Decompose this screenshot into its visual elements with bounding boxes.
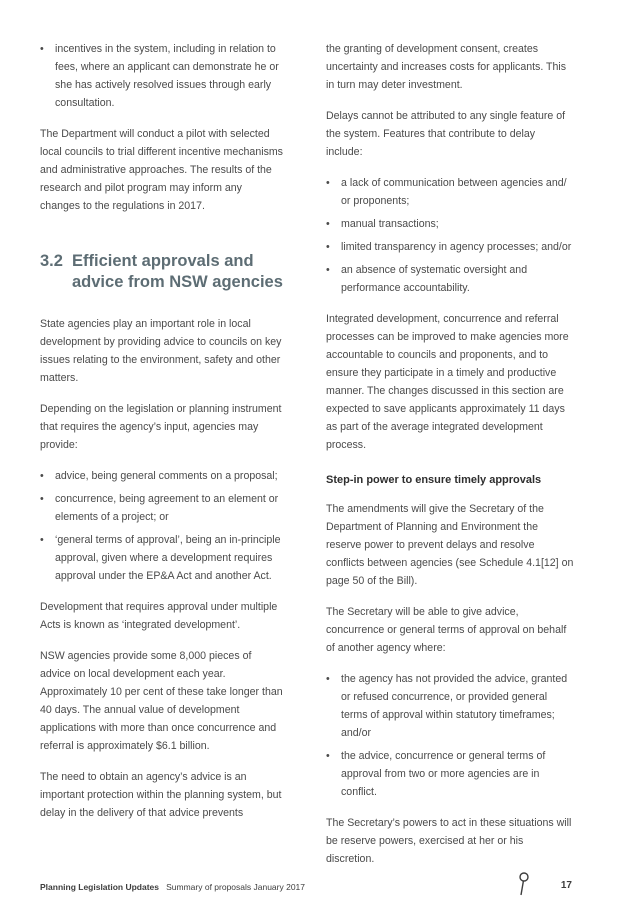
bullet-icon: • [326, 750, 330, 762]
list-item: • manual transactions; [326, 215, 574, 233]
bullet-list [40, 467, 284, 585]
list-item: • advice, being general comments on a proposal; [40, 467, 284, 485]
list-item: • an absence of systematic oversight and performance accountability. [326, 261, 574, 297]
bullet-icon: • [40, 534, 44, 546]
paragraph: NSW agencies provide some 8,000 pieces of advice on local development each year. Approximately 10 per cent of these take longer than 40 days. The annual value of development applications with more than once concurrence and referral is approximately $6.1 billion. [40, 650, 283, 752]
paragraph: the granting of development consent, creates uncertainty and increases costs for applicants. This in turn may deter investment. [326, 43, 567, 91]
bullet-list [326, 670, 574, 801]
paragraph: Depending on the legislation or planning instrument that requires the agency’s input, agencies may provide: [40, 403, 282, 451]
list-item: • concurrence, being agreement to an element or elements of a project; or [40, 490, 284, 526]
map-pin-icon [518, 872, 530, 898]
paragraph: Integrated development, concurrence and referral processes can be improved to make agencies more accountable to councils and proponents, and to ensure they participate in a timely and productive manner. The changes discussed in this section are expected to save applicants approximately 11 days as part of the average integrated development process. [326, 313, 569, 451]
list-item: • ‘general terms of approval’, being an in-principle approval, given where a development requires approval under the EP&A Act and another Act. [40, 531, 284, 585]
bullet-icon: • [326, 241, 330, 253]
list-item: • the advice, concurrence or general terms of approval from two or more agencies are in conflict. [326, 747, 574, 801]
bullet-icon: • [326, 673, 330, 685]
paragraph: The Department will conduct a pilot with selected local councils to trial different incentive mechanisms and administrative approaches. The results of the research and pilot program may inform any changes to the regulations in 2017. [40, 128, 283, 212]
footer-subtitle: Summary of proposals January 2017 [166, 882, 306, 892]
section-title: Efficient approvals and advice from NSW agencies [72, 252, 283, 291]
paragraph: The amendments will give the Secretary of the Department of Planning and Environment the reserve power to prevent delays and resolve conflicts between agencies (see Schedule 4.1[12] on page 50 of the Bill). [326, 503, 574, 587]
bullet-icon: • [326, 264, 330, 276]
subheading: Step-in power to ensure timely approvals [326, 474, 542, 486]
page-number: 17 [560, 880, 572, 891]
bullet-icon: • [326, 218, 330, 230]
paragraph: The need to obtain an agency’s advice is an important protection within the planning system, but delay in the delivery of that advice prevents [40, 771, 282, 819]
list-item: • a lack of communication between agencies and/ or proponents; [326, 174, 574, 210]
paragraph: The Secretary will be able to give advice, concurrence or general terms of approval on behalf of another agency where: [326, 606, 567, 654]
bullet-icon: • [40, 493, 44, 505]
paragraph: State agencies play an important role in local development by providing advice to councils on key issues relating to the environment, safety and other matters. [40, 318, 282, 384]
bullet-icon: • [40, 470, 44, 482]
paragraph: Delays cannot be attributed to any single feature of the system. Features that contribute to delay include: [326, 110, 566, 158]
bullet-list [326, 174, 574, 297]
list-item: • incentives in the system, including in relation to fees, where an applicant can demonstrate he or she has actively resolved issues through early consultation. [40, 40, 284, 112]
bullet-icon: • [40, 43, 44, 55]
section-heading [40, 251, 284, 293]
continued-bullet-list [40, 40, 284, 112]
footer-title: Planning Legislation Updates [40, 882, 160, 892]
list-item: • limited transparency in agency processes; and/or [326, 238, 574, 256]
list-item: • the agency has not provided the advice, granted or refused concurrence, or provided general terms of approval within statutory timeframes; and/or [326, 670, 574, 742]
page-footer [40, 882, 584, 892]
paragraph: Development that requires approval under multiple Acts is known as ‘integrated development’. [40, 601, 278, 631]
paragraph: The Secretary’s powers to act in these situations will be reserve powers, exercised at her or his discretion. [326, 817, 572, 865]
section-number: 3.2 [40, 252, 63, 270]
left-column [40, 40, 284, 835]
right-column [326, 40, 574, 881]
bullet-icon: • [326, 177, 330, 189]
